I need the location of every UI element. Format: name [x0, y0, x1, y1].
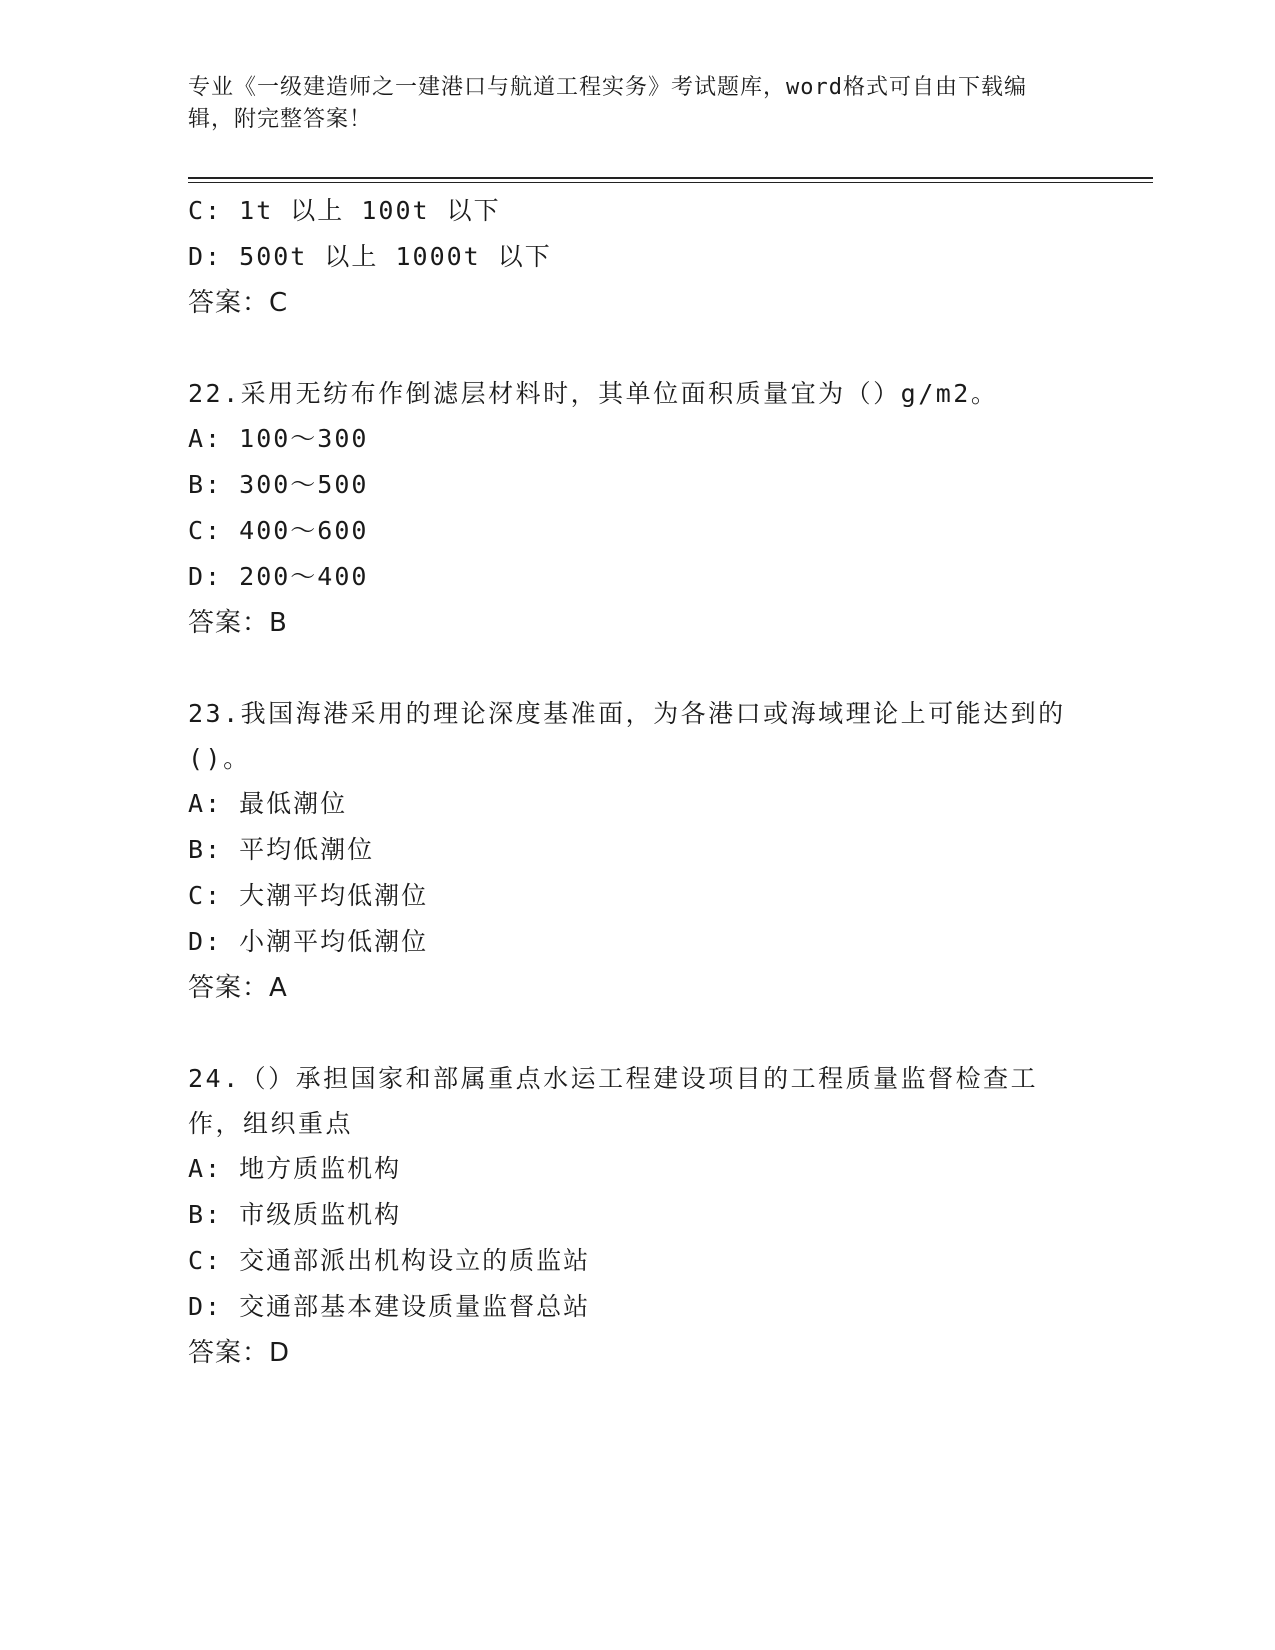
answer-line: 答案：B [188, 608, 288, 638]
answer-line: 答案：A [188, 973, 288, 1003]
option-a: A: 地方质监机构 [188, 1154, 402, 1183]
header-rule-thin [188, 182, 1153, 183]
option-c: C: 大潮平均低潮位 [188, 881, 429, 910]
spacer [188, 1011, 1088, 1056]
option-b: B: 平均低潮位 [188, 835, 375, 864]
option-d: D: 500t 以上 1000t 以下 [188, 242, 552, 271]
header-rule-thick [188, 177, 1153, 179]
spacer [188, 646, 1088, 691]
answer-line: 答案：C [188, 288, 289, 318]
question-content [188, 188, 1088, 1376]
option-c: C: 400～600 [188, 516, 369, 545]
option-d: D: 小潮平均低潮位 [188, 927, 429, 956]
question-text: 23.我国海港采用的理论深度基准面，为各港口或海域理论上可能达到的()。 [188, 699, 1066, 773]
spacer [188, 326, 1088, 371]
option-d: D: 200～400 [188, 562, 369, 591]
option-a: A: 100～300 [188, 424, 369, 453]
option-b: B: 300～500 [188, 470, 369, 499]
option-d: D: 交通部基本建设质量监督总站 [188, 1292, 591, 1321]
option-c: C: 交通部派出机构设立的质监站 [188, 1246, 591, 1275]
option-a: A: 最低潮位 [188, 789, 348, 818]
option-b: B: 市级质监机构 [188, 1200, 402, 1229]
answer-line: 答案：D [188, 1338, 291, 1368]
question-text: 22.采用无纺布作倒滤层材料时，其单位面积质量宜为（）g/m2。 [188, 379, 999, 408]
option-c: C: 1t 以上 100t 以下 [188, 196, 501, 225]
question-text: 24.（）承担国家和部属重点水运工程建设项目的工程质量监督检查工作，组织重点 [188, 1064, 1039, 1138]
document-header: 专业《一级建造师之一建港口与航道工程实务》考试题库，word格式可自由下载编辑，附完整答案！ [188, 75, 1027, 132]
